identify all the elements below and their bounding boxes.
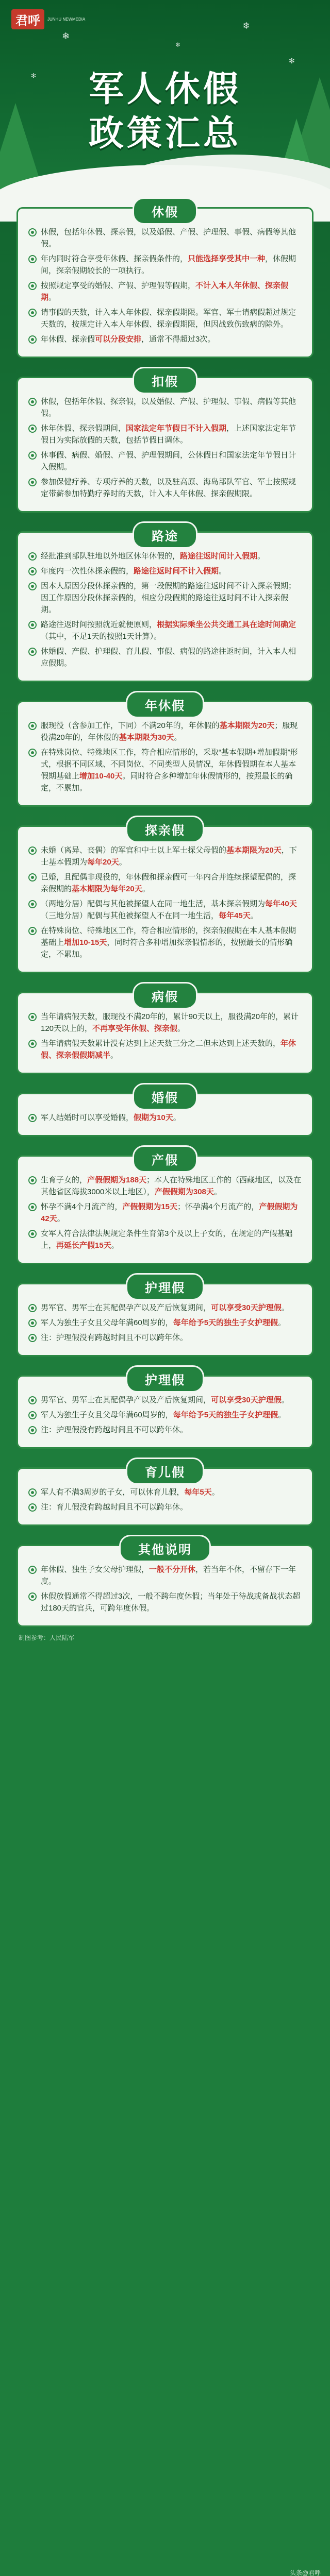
list-item [28,280,302,303]
body-text: 。 [177,1024,186,1033]
list-item [28,844,302,868]
list-item [28,1409,302,1421]
body-text: 男军官、男军士在其配偶孕产以及产后恢复期间， [41,1396,211,1404]
highlight-text: 可以分段安排 [95,335,142,344]
body-text: 路途往返时间按照就近就便原则， [41,620,157,629]
body-text: 。 [250,911,258,920]
body-text: 军人为独生子女且父母年满60周岁的， [41,1318,173,1327]
highlight-text: 再延长产假15天 [56,1241,111,1250]
item-text [41,747,302,794]
body-text: 生育子女的， [41,1176,88,1184]
source-note: 制图参考：人民陆军 [19,1634,75,1641]
body-text: 。 [110,1051,119,1060]
bullet-icon [28,621,37,629]
body-text: 。 [173,1113,181,1122]
list-item [28,619,302,642]
bullet-icon [28,451,37,460]
list-item [28,1564,302,1587]
highlight-text: 年休假、探亲假假期减半 [41,1039,296,1060]
body-text: 。 [119,858,127,867]
item-text [41,1174,302,1198]
list-item [28,449,302,473]
list-item [28,1394,302,1406]
list-item [28,747,302,794]
body-text: 休假，包括年休假、探亲假，以及婚假、产假、护理假、事假、病假等其他假。 [41,228,296,248]
highlight-text: 只能选择享受其中一种 [188,255,266,263]
bullet-icon [28,1114,37,1122]
list-item [28,871,302,895]
item-text [41,720,302,743]
highlight-text: 基本期限为每年20天 [72,885,142,893]
bullet-icon [28,1334,37,1342]
highlight-text: 每年20天 [87,858,119,867]
bullet-icon [28,1304,37,1312]
highlight-text: 产假假期为188天 [87,1176,147,1184]
section-title: 休假 [133,197,197,225]
body-text: 军人有不满3周岁的子女，可以休育儿假， [41,1488,185,1497]
highlight-text: 基本期限为20天 [226,846,282,855]
body-text: ，下士基本假期为 [41,846,297,867]
page-title [0,67,330,156]
bullet-icon [28,255,37,263]
section-title: 年休假 [126,691,204,718]
list-item [28,422,302,446]
list-item [28,1590,302,1614]
bullet-icon [28,552,37,561]
item-text [41,333,302,345]
highlight-text: 不再享受年休假、探亲假 [92,1024,178,1033]
bullet-icon [28,873,37,882]
body-text: 。同时符合多种增加年休假情形的，按照最长的确定，不累加。 [41,772,293,792]
highlight-text: 每年5天 [184,1488,212,1497]
bullet-icon [28,1592,37,1601]
bullet-icon [28,282,37,290]
bullet-icon [28,1040,37,1048]
body-text: 在特殊岗位、特殊地区工作，符合相应情形的，探亲假假期在本人基本假期基础上 [41,926,296,947]
body-text: 注：护理假没有跨越时间且不可以跨年休。 [41,1426,188,1434]
highlight-text: 可以享受30天护理假 [211,1396,282,1404]
section-card [16,1283,314,1357]
bullet-icon [28,1488,37,1497]
body-text: 怀孕不满4个月流产的， [41,1202,123,1211]
item-text [41,1409,302,1421]
list-item [28,476,302,500]
item-text [41,422,302,446]
item-text [41,307,302,330]
bullet-icon [28,1176,37,1184]
list-item [28,1317,302,1329]
item-text [41,1228,302,1251]
list-item [28,1011,302,1035]
highlight-text: 基本期限为20天 [219,721,275,730]
item-text [41,1011,302,1035]
body-text: （三地分居）配偶与其他被探望人不在同一地生活， [41,911,219,920]
body-text: 女军人符合法律法规规定条件生育第3个及以上子女的，在规定的产假基础上， [41,1229,293,1250]
section-title: 产假 [133,1145,197,1173]
body-text: ，上述国家法定年节假日为实际放假的天数，包括节假日调休。 [41,424,296,445]
body-text: 休事假、病假、婚假、产假、护理假期间，公休假日和国家法定年节假日计入假期。 [41,451,296,471]
bullet-icon [28,309,37,317]
section-title: 护理假 [126,1273,204,1300]
bullet-icon [28,722,37,730]
body-text: 。 [278,1411,286,1419]
hero-banner [0,0,330,222]
section-card [16,1093,314,1137]
bullet-icon [28,335,37,344]
item-text [41,898,302,922]
snowflake-icon: ❄ [62,31,70,41]
body-text: ，通常不得超过3次。 [141,335,216,344]
bullet-icon [28,1503,37,1512]
body-text: 。 [57,1214,65,1223]
section-title: 病假 [133,982,197,1009]
list-item [28,1332,302,1344]
highlight-text: 增加10-15天 [64,938,107,947]
bullet-icon [28,398,37,406]
body-text: 经批准到部队驻地以外地区休年休假的， [41,552,180,561]
list-item [28,1112,302,1124]
item-text [41,1424,302,1436]
snowflake-icon: ✻ [31,72,37,79]
body-text: 未婚（离异、丧偶）的军官和中士以上军士探父母假的 [41,846,227,855]
body-text: 在特殊岗位、特殊地区工作，符合相应情形的，采取“基本假期+增加假期”形式，根据不同区域、不同岗位、不同类型人员情况，年休假假期在本人基本假期基础上 [41,748,298,781]
body-text: 年内同时符合享受年休假、探亲假条件的， [41,255,188,263]
highlight-text: 不计入本人年休假、探亲假期 [41,281,289,302]
section-title: 其他说明 [119,1535,211,1562]
item-text [41,1302,302,1314]
section-title: 护理假 [126,1365,204,1393]
body-text: 休假，包括年休假、探亲假，以及婚假、产假、护理假、事假、病假等其他假。 [41,397,296,418]
list-item [28,1424,302,1436]
item-text [41,226,302,250]
highlight-text: 增加10-40天 [79,772,123,781]
highlight-text: 路途往返时间计入假期 [180,552,258,561]
item-text [41,550,302,562]
section-card [16,701,314,807]
highlight-text: 每年45天 [219,911,251,920]
section-card [16,377,314,513]
section-card [16,207,314,358]
item-text [41,1038,302,1061]
body-text: ，若当年不休，不留存下一年度。 [41,1565,296,1586]
section-title: 育儿假 [126,1458,204,1485]
item-text [41,1332,302,1344]
item-text [41,396,302,419]
bullet-icon [28,1411,37,1419]
body-text: （其中，不足1天的按照1天计算）。 [41,632,162,641]
list-item [28,226,302,250]
body-text: 当年请病假天数，服现役不满20年的，累计90天以上，服役满20年的，累计120天以上的， [41,1012,299,1033]
item-text [41,619,302,642]
body-text: 。 [281,1303,289,1312]
logo-subtitle: JUNHU NEWMEDIA [47,17,86,22]
bullet-icon [28,1319,37,1327]
body-text: 。 [278,1318,286,1327]
item-text [41,1564,302,1587]
section-card [16,1545,314,1627]
list-item [28,580,302,616]
list-item [28,1302,302,1314]
highlight-text: 一般不分开休 [149,1565,196,1574]
bullet-icon [28,478,37,486]
section-card [16,1375,314,1449]
snowflake-icon: ✻ [289,57,295,65]
sections-list [0,207,330,1627]
list-item [28,646,302,669]
body-text: ；服现役满20年的，年休假的 [41,721,298,742]
bullet-icon [28,228,37,236]
snowflake-icon: ❄ [175,41,181,48]
body-text: 休婚假、产假、护理假、育儿假、事假、病假的路途往返时间，计入本人相应假期。 [41,647,296,668]
body-text: 注：护理假没有跨越时间且不可以跨年休。 [41,1333,188,1342]
bullet-icon [28,1230,37,1238]
bullet-icon [28,1013,37,1021]
body-text: 。 [111,1241,119,1250]
body-text: 。 [257,552,266,561]
bullet-icon [28,900,37,908]
item-text [41,844,302,868]
logo-mark: 君呼 [11,9,44,29]
body-text: 参加保健疗养、专项疗养的天数，以及驻高原、海岛部队军官、军士按照规定带薪参加特勤疗养时的天数，计入本人年休假、探亲假期限。 [41,478,296,498]
section-card [16,1155,314,1264]
highlight-text: 路途往返时间不计入假期 [134,567,219,575]
list-item [28,333,302,345]
list-item [28,1501,302,1513]
highlight-text: 产假假期为15天 [122,1202,178,1211]
bullet-icon [28,1566,37,1574]
list-item [28,1486,302,1498]
list-item [28,550,302,562]
section-title: 探亲假 [126,816,204,843]
highlight-text: 假期为10天 [134,1113,173,1122]
bullet-icon [28,1203,37,1211]
body-text: 。 [142,885,150,893]
body-text: 年休假、独生子女父母护理假， [41,1565,150,1574]
brand-logo [11,9,85,29]
section-title: 路途 [133,521,197,549]
item-text [41,1317,302,1329]
list-item [28,396,302,419]
section-card [16,531,314,682]
body-text: 年休假、探亲假 [41,335,95,344]
item-text [41,1501,302,1513]
body-text: 因本人原因分段休探亲假的，第一段假期的路途往返时间不计入探亲假期；因工作原因分段休探亲假的，相应分段假期的路途往返时间不计入探亲假期。 [41,582,296,614]
body-text: 军人结婚时可以享受婚假， [41,1113,134,1122]
body-text: 已婚，且配偶非现役的，年休假和探亲假可一年内合并连续探望配偶的，探亲假期的 [41,873,296,893]
item-text [41,1201,302,1225]
body-text: 。 [174,733,182,742]
body-text: 休假放假通常不得超过3次，一般不跨年度休假；当年处于待战或备战状态超过180天的官兵，可跨年度休假。 [41,1592,301,1613]
body-text: ，同时符合多种增加探亲假情形的，按照最长的情形确定，不累加。 [41,938,293,959]
bullet-icon [28,425,37,433]
body-text: ，休假期间，探亲假期较长的一项执行。 [41,255,296,275]
body-text: 当年请病假天数累计没有达到上述天数三分之二但未达到上述天数的， [41,1039,281,1048]
item-text [41,646,302,669]
list-item [28,1038,302,1061]
item-text [41,280,302,303]
bullet-icon [28,1426,37,1434]
body-text: 军人为独生子女且父母年满60周岁的， [41,1411,173,1419]
list-item [28,1201,302,1225]
item-text [41,1112,302,1124]
highlight-text: 每年40天 [265,900,297,908]
highlight-text: 产假假期为42天 [41,1202,298,1223]
list-item [28,307,302,330]
body-text: 请事假的天数，计入本人年休假、探亲假期限。军官、军士请病假超过规定天数的，按规定计入本人年休假、探亲假期限，但因战致伤致病的除外。 [41,308,296,329]
bullet-icon [28,749,37,757]
body-text: 。 [211,1488,220,1497]
body-text: ；怀孕满4个月流产的， [177,1202,259,1211]
item-text [41,253,302,277]
list-item [28,1228,302,1251]
list-item [28,898,302,922]
bullet-icon [28,1396,37,1404]
item-text [41,449,302,473]
item-text [41,1394,302,1406]
highlight-text: 根据实际乘坐公共交通工具在途时间确定 [157,620,296,629]
bullet-icon [28,567,37,575]
bullet-icon [28,927,37,935]
item-text [41,1486,302,1498]
body-text: 男军官、男军士在其配偶孕产以及产后恢复期间， [41,1303,211,1312]
section-title: 婚假 [133,1083,197,1110]
list-item [28,1174,302,1198]
highlight-text: 可以享受30天护理假 [211,1303,282,1312]
item-text [41,565,302,577]
list-item [28,720,302,743]
highlight-text: 产假假期为308天 [154,1188,214,1196]
section-card [16,992,314,1074]
body-text: 。 [48,293,57,302]
watermark-credit: 头条@君呼 [289,2569,321,2576]
section-card [16,825,314,973]
list-item [28,253,302,277]
body-text: 。 [281,1396,289,1404]
body-text: 注：育儿假没有跨越时间且不可以跨年休。 [41,1503,188,1512]
item-text [41,476,302,500]
body-text: 休年休假、探亲假期间， [41,424,126,433]
list-item [28,565,302,577]
section-card [16,1467,314,1526]
body-text: （两地分居）配偶与其他被探望人在同一地生活，基本探亲假期为 [41,900,266,908]
body-text: ；本人在特殊地区工作的（西藏地区，以及在其他省区海拔3000米以上地区）， [41,1176,302,1196]
body-text: 。 [219,567,227,575]
body-text: 。 [213,1188,222,1196]
bullet-icon [28,648,37,656]
body-text: 按照规定享受的婚假、产假、护理假等假期， [41,281,196,290]
title-line-1: 军人休假 [88,70,241,109]
bullet-icon [28,846,37,855]
highlight-text: 每年给予5天的独生子女护理假 [173,1318,278,1327]
snowflake-icon: ❄ [242,21,251,31]
item-text [41,580,302,616]
body-text: 年度内一次性休探亲假的， [41,567,134,575]
highlight-text: 每年给予5天的独生子女护理假 [173,1411,278,1419]
bullet-icon [28,582,37,590]
body-text: 服现役（含参加工作，下同）不满20年的，年休假的 [41,721,220,730]
highlight-text: 国家法定年节假日不计入假期 [126,424,227,433]
highlight-text: 基本期限为30天 [119,733,174,742]
list-item [28,925,302,960]
title-line-2: 政策汇总 [88,114,241,153]
item-text [41,925,302,960]
item-text [41,871,302,895]
item-text [41,1590,302,1614]
section-title: 扣假 [133,367,197,394]
